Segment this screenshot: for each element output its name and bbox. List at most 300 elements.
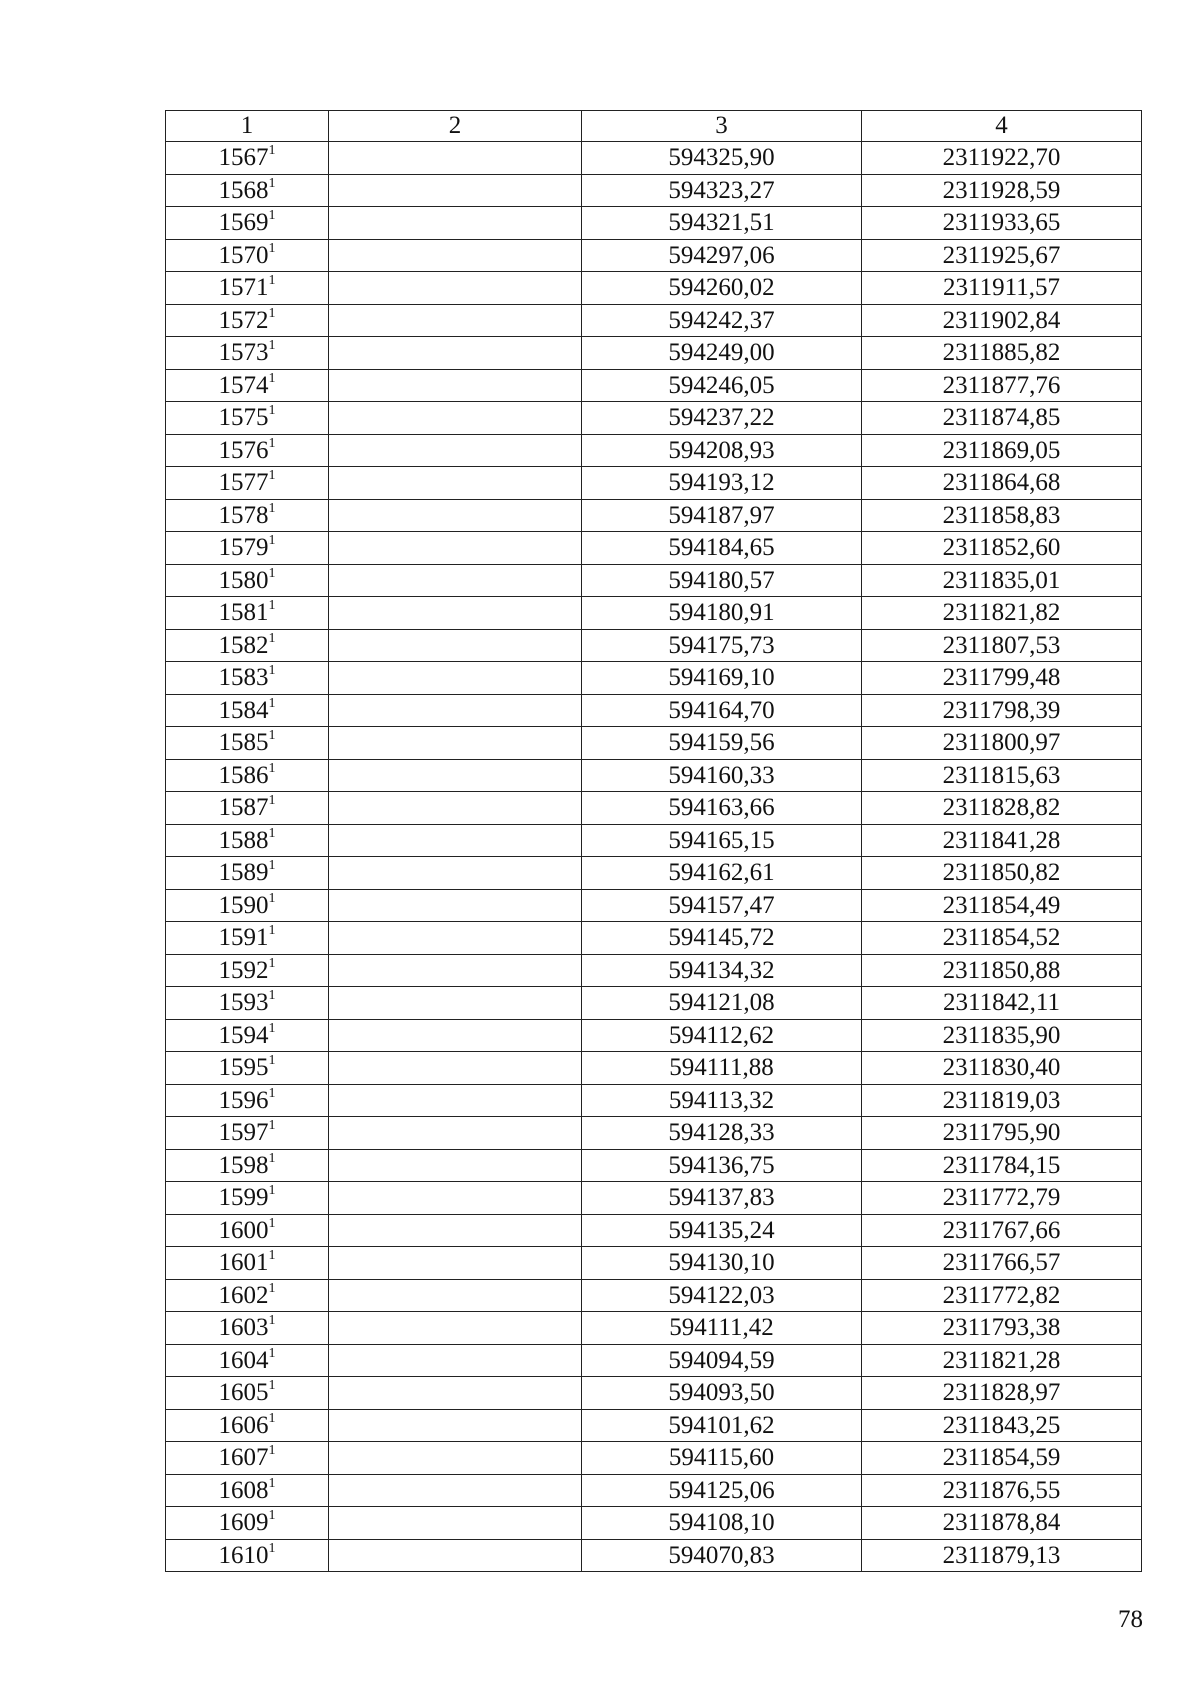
table-row — [166, 759, 1142, 792]
column-2-cell — [329, 434, 582, 467]
page-number: 78 — [1118, 1606, 1143, 1633]
point-number-cell — [166, 1052, 329, 1085]
point-superscript: 1 — [268, 1053, 276, 1068]
x-coordinate-cell: 594111,42 — [582, 1312, 862, 1345]
column-2-cell — [329, 597, 582, 630]
point-number: 1587 — [218, 794, 269, 821]
table-row — [166, 1409, 1142, 1442]
column-2-cell — [329, 889, 582, 922]
point-superscript: 1 — [268, 598, 276, 613]
column-2-cell — [329, 1117, 582, 1150]
column-2-cell — [329, 1344, 582, 1377]
point-number: 1607 — [218, 1444, 269, 1471]
point-number: 1597 — [218, 1119, 269, 1146]
point-number: 1610 — [218, 1541, 269, 1569]
table-row — [166, 272, 1142, 305]
y-coordinate-cell: 2311874,85 — [862, 402, 1142, 435]
point-number-cell — [166, 1409, 329, 1442]
point-number-cell — [166, 1182, 329, 1215]
point-number-cell — [166, 727, 329, 760]
table-row — [166, 694, 1142, 727]
x-coordinate-cell: 594180,57 — [582, 564, 862, 597]
column-2-cell — [329, 727, 582, 760]
column-2-cell — [329, 272, 582, 305]
x-coordinate-cell: 594113,32 — [582, 1084, 862, 1117]
column-2-cell — [329, 1312, 582, 1345]
point-superscript: 1 — [268, 1085, 276, 1101]
point-number: 1600 — [218, 1216, 269, 1244]
table-row — [166, 369, 1142, 402]
y-coordinate-cell: 2311852,60 — [862, 532, 1142, 565]
table-row — [166, 1312, 1142, 1345]
table-row — [166, 1344, 1142, 1377]
table-row — [166, 142, 1142, 175]
point-number-cell — [166, 272, 329, 305]
x-coordinate-cell: 594159,56 — [582, 727, 862, 760]
point-number: 1581 — [218, 599, 269, 626]
x-coordinate-cell: 594260,02 — [582, 272, 862, 305]
point-number: 1602 — [218, 1281, 269, 1309]
table-row — [166, 1117, 1142, 1150]
point-number: 1571 — [218, 274, 269, 301]
point-superscript: 1 — [268, 370, 276, 386]
table-row — [166, 434, 1142, 467]
table-header — [166, 111, 1142, 142]
point-number-cell — [166, 1117, 329, 1150]
column-2-cell — [329, 337, 582, 370]
point-number: 1589 — [218, 859, 269, 886]
point-number-cell — [166, 1539, 329, 1572]
y-coordinate-cell: 2311842,11 — [862, 987, 1142, 1020]
column-header-3: 3 — [582, 111, 862, 142]
y-coordinate-cell: 2311821,28 — [862, 1344, 1142, 1377]
y-coordinate-cell: 2311922,70 — [862, 142, 1142, 175]
table-row — [166, 889, 1142, 922]
y-coordinate-cell: 2311821,82 — [862, 597, 1142, 630]
table-row — [166, 467, 1142, 500]
table-row — [166, 1377, 1142, 1410]
column-2-cell — [329, 1377, 582, 1410]
x-coordinate-cell: 594125,06 — [582, 1474, 862, 1507]
point-superscript: 1 — [268, 273, 276, 288]
point-superscript: 1 — [268, 1378, 276, 1393]
point-number: 1585 — [218, 729, 269, 756]
point-number-cell — [166, 402, 329, 435]
point-number-cell — [166, 304, 329, 337]
table-row — [166, 174, 1142, 207]
y-coordinate-cell: 2311879,13 — [862, 1539, 1142, 1572]
point-number-cell — [166, 1214, 329, 1247]
column-2-cell — [329, 1019, 582, 1052]
table-row — [166, 1019, 1142, 1052]
x-coordinate-cell: 594169,10 — [582, 662, 862, 695]
point-number-cell — [166, 1149, 329, 1182]
point-superscript: 1 — [268, 988, 276, 1003]
table-row — [166, 1247, 1142, 1280]
x-coordinate-cell: 594094,59 — [582, 1344, 862, 1377]
y-coordinate-cell: 2311854,59 — [862, 1442, 1142, 1475]
point-number-cell — [166, 1019, 329, 1052]
y-coordinate-cell: 2311854,49 — [862, 889, 1142, 922]
y-coordinate-cell: 2311878,84 — [862, 1507, 1142, 1540]
table-row — [166, 499, 1142, 532]
point-number: 1603 — [218, 1314, 269, 1341]
table-row — [166, 987, 1142, 1020]
x-coordinate-cell: 594242,37 — [582, 304, 862, 337]
y-coordinate-cell: 2311850,82 — [862, 857, 1142, 890]
table-row — [166, 337, 1142, 370]
point-number: 1594 — [218, 1021, 269, 1049]
table-row — [166, 1149, 1142, 1182]
point-superscript: 1 — [268, 338, 276, 353]
point-superscript: 1 — [268, 695, 276, 711]
x-coordinate-cell: 594297,06 — [582, 239, 862, 272]
x-coordinate-cell: 594128,33 — [582, 1117, 862, 1150]
x-coordinate-cell: 594246,05 — [582, 369, 862, 402]
table-row — [166, 954, 1142, 987]
column-2-cell — [329, 564, 582, 597]
y-coordinate-cell: 2311876,55 — [862, 1474, 1142, 1507]
point-superscript: 1 — [268, 1475, 276, 1491]
point-superscript: 1 — [268, 1215, 276, 1231]
table-row — [166, 1214, 1142, 1247]
point-number-cell — [166, 499, 329, 532]
point-number-cell — [166, 597, 329, 630]
point-number: 1583 — [218, 664, 269, 691]
column-2-cell — [329, 207, 582, 240]
y-coordinate-cell: 2311766,57 — [862, 1247, 1142, 1280]
point-superscript: 1 — [268, 565, 276, 581]
table-row — [166, 1507, 1142, 1540]
y-coordinate-cell: 2311854,52 — [862, 922, 1142, 955]
point-number: 1595 — [218, 1054, 269, 1081]
column-2-cell — [329, 694, 582, 727]
point-number-cell — [166, 1312, 329, 1345]
point-number: 1584 — [218, 696, 269, 724]
point-superscript: 1 — [268, 1410, 276, 1426]
point-superscript: 1 — [268, 858, 276, 873]
point-number-cell — [166, 759, 329, 792]
point-number-cell — [166, 1084, 329, 1117]
x-coordinate-cell: 594108,10 — [582, 1507, 862, 1540]
point-number: 1576 — [218, 436, 269, 464]
y-coordinate-cell: 2311830,40 — [862, 1052, 1142, 1085]
point-number-cell — [166, 824, 329, 857]
point-number: 1592 — [218, 956, 269, 984]
point-number-cell — [166, 987, 329, 1020]
point-superscript: 1 — [268, 890, 276, 906]
y-coordinate-cell: 2311772,79 — [862, 1182, 1142, 1215]
column-2-cell — [329, 1149, 582, 1182]
point-number-cell — [166, 434, 329, 467]
point-superscript: 1 — [268, 825, 276, 841]
y-coordinate-cell: 2311828,97 — [862, 1377, 1142, 1410]
point-number-cell — [166, 174, 329, 207]
x-coordinate-cell: 594135,24 — [582, 1214, 862, 1247]
y-coordinate-cell: 2311864,68 — [862, 467, 1142, 500]
x-coordinate-cell: 594164,70 — [582, 694, 862, 727]
point-number: 1567 — [218, 144, 269, 171]
x-coordinate-cell: 594193,12 — [582, 467, 862, 500]
point-number: 1574 — [218, 371, 269, 399]
y-coordinate-cell: 2311858,83 — [862, 499, 1142, 532]
point-superscript: 1 — [268, 403, 276, 418]
y-coordinate-cell: 2311841,28 — [862, 824, 1142, 857]
point-number: 1569 — [218, 209, 269, 236]
x-coordinate-cell: 594162,61 — [582, 857, 862, 890]
table-row — [166, 629, 1142, 662]
point-number: 1608 — [218, 1476, 269, 1504]
point-number-cell — [166, 369, 329, 402]
x-coordinate-cell: 594165,15 — [582, 824, 862, 857]
table-row — [166, 1182, 1142, 1215]
y-coordinate-cell: 2311800,97 — [862, 727, 1142, 760]
x-coordinate-cell: 594180,91 — [582, 597, 862, 630]
x-coordinate-cell: 594321,51 — [582, 207, 862, 240]
y-coordinate-cell: 2311911,57 — [862, 272, 1142, 305]
point-superscript: 1 — [268, 728, 276, 743]
table-body — [166, 142, 1142, 1572]
point-superscript: 1 — [268, 1443, 276, 1458]
table-row — [166, 824, 1142, 857]
table-row — [166, 207, 1142, 240]
point-number: 1606 — [218, 1411, 269, 1439]
point-number-cell — [166, 564, 329, 597]
point-superscript: 1 — [268, 1280, 276, 1296]
point-superscript: 1 — [268, 630, 276, 646]
y-coordinate-cell: 2311928,59 — [862, 174, 1142, 207]
point-superscript: 1 — [268, 923, 276, 938]
point-number: 1577 — [218, 469, 269, 496]
column-2-cell — [329, 824, 582, 857]
x-coordinate-cell: 594134,32 — [582, 954, 862, 987]
y-coordinate-cell: 2311807,53 — [862, 629, 1142, 662]
y-coordinate-cell: 2311850,88 — [862, 954, 1142, 987]
y-coordinate-cell: 2311819,03 — [862, 1084, 1142, 1117]
column-2-cell — [329, 1279, 582, 1312]
point-number: 1570 — [218, 241, 269, 269]
x-coordinate-cell: 594137,83 — [582, 1182, 862, 1215]
column-2-cell — [329, 532, 582, 565]
point-superscript: 1 — [268, 663, 276, 678]
x-coordinate-cell: 594157,47 — [582, 889, 862, 922]
point-number: 1588 — [218, 826, 269, 854]
point-number: 1599 — [218, 1184, 269, 1211]
point-superscript: 1 — [268, 760, 276, 776]
point-superscript: 1 — [268, 175, 276, 191]
table-row — [166, 1052, 1142, 1085]
point-superscript: 1 — [268, 435, 276, 451]
table-row — [166, 532, 1142, 565]
x-coordinate-cell: 594323,27 — [582, 174, 862, 207]
column-2-cell — [329, 1474, 582, 1507]
coordinates-table — [165, 110, 1142, 1572]
table-row — [166, 792, 1142, 825]
y-coordinate-cell: 2311925,67 — [862, 239, 1142, 272]
point-number: 1604 — [218, 1346, 269, 1374]
column-header-4: 4 — [862, 111, 1142, 142]
x-coordinate-cell: 594249,00 — [582, 337, 862, 370]
column-2-cell — [329, 1539, 582, 1572]
y-coordinate-cell: 2311835,90 — [862, 1019, 1142, 1052]
point-superscript: 1 — [268, 1540, 276, 1556]
point-number-cell — [166, 662, 329, 695]
y-coordinate-cell: 2311885,82 — [862, 337, 1142, 370]
point-number-cell — [166, 1442, 329, 1475]
point-superscript: 1 — [268, 1508, 276, 1523]
column-2-cell — [329, 1182, 582, 1215]
point-superscript: 1 — [268, 1020, 276, 1036]
table-row — [166, 1084, 1142, 1117]
x-coordinate-cell: 594208,93 — [582, 434, 862, 467]
point-number-cell — [166, 467, 329, 500]
point-superscript: 1 — [268, 1313, 276, 1328]
y-coordinate-cell: 2311793,38 — [862, 1312, 1142, 1345]
point-superscript: 1 — [268, 793, 276, 808]
point-number-cell — [166, 694, 329, 727]
x-coordinate-cell: 594111,88 — [582, 1052, 862, 1085]
point-number: 1568 — [218, 176, 269, 204]
y-coordinate-cell: 2311798,39 — [862, 694, 1142, 727]
point-number: 1573 — [218, 339, 269, 366]
point-number-cell — [166, 792, 329, 825]
column-2-cell — [329, 759, 582, 792]
table-row — [166, 597, 1142, 630]
point-superscript: 1 — [268, 533, 276, 548]
point-number-cell — [166, 1279, 329, 1312]
x-coordinate-cell: 594184,65 — [582, 532, 862, 565]
column-header-1: 1 — [166, 111, 329, 142]
y-coordinate-cell: 2311772,82 — [862, 1279, 1142, 1312]
point-number-cell — [166, 337, 329, 370]
x-coordinate-cell: 594136,75 — [582, 1149, 862, 1182]
point-superscript: 1 — [268, 1150, 276, 1166]
point-superscript: 1 — [268, 305, 276, 321]
table-row — [166, 1442, 1142, 1475]
table-row — [166, 402, 1142, 435]
x-coordinate-cell: 594237,22 — [582, 402, 862, 435]
point-superscript: 1 — [268, 208, 276, 223]
y-coordinate-cell: 2311815,63 — [862, 759, 1142, 792]
table-row — [166, 564, 1142, 597]
point-superscript: 1 — [268, 500, 276, 516]
table-row — [166, 1474, 1142, 1507]
point-number-cell — [166, 629, 329, 662]
x-coordinate-cell: 594160,33 — [582, 759, 862, 792]
column-2-cell — [329, 954, 582, 987]
point-superscript: 1 — [268, 1118, 276, 1133]
column-2-cell — [329, 142, 582, 175]
column-2-cell — [329, 662, 582, 695]
x-coordinate-cell: 594145,72 — [582, 922, 862, 955]
column-2-cell — [329, 239, 582, 272]
header-row — [166, 111, 1142, 142]
table-row — [166, 1279, 1142, 1312]
column-2-cell — [329, 857, 582, 890]
point-number: 1582 — [218, 631, 269, 659]
column-2-cell — [329, 402, 582, 435]
point-superscript: 1 — [268, 143, 276, 158]
y-coordinate-cell: 2311877,76 — [862, 369, 1142, 402]
column-header-2: 2 — [329, 111, 582, 142]
point-number-cell — [166, 239, 329, 272]
point-number-cell — [166, 1474, 329, 1507]
table-row — [166, 727, 1142, 760]
y-coordinate-cell: 2311869,05 — [862, 434, 1142, 467]
point-number: 1609 — [218, 1509, 269, 1536]
point-superscript: 1 — [268, 468, 276, 483]
point-superscript: 1 — [268, 1183, 276, 1198]
point-number: 1591 — [218, 924, 269, 951]
column-2-cell — [329, 1409, 582, 1442]
point-number-cell — [166, 1247, 329, 1280]
column-2-cell — [329, 1507, 582, 1540]
x-coordinate-cell: 594325,90 — [582, 142, 862, 175]
point-number: 1572 — [218, 306, 269, 334]
point-number: 1596 — [218, 1086, 269, 1114]
y-coordinate-cell: 2311843,25 — [862, 1409, 1142, 1442]
x-coordinate-cell: 594115,60 — [582, 1442, 862, 1475]
point-number: 1590 — [218, 891, 269, 919]
x-coordinate-cell: 594070,83 — [582, 1539, 862, 1572]
x-coordinate-cell: 594187,97 — [582, 499, 862, 532]
table-row — [166, 857, 1142, 890]
point-number: 1605 — [218, 1379, 269, 1406]
y-coordinate-cell: 2311767,66 — [862, 1214, 1142, 1247]
column-2-cell — [329, 629, 582, 662]
point-number: 1586 — [218, 761, 269, 789]
table-row — [166, 304, 1142, 337]
point-number-cell — [166, 954, 329, 987]
point-number-cell — [166, 142, 329, 175]
point-number: 1578 — [218, 501, 269, 529]
point-number: 1601 — [218, 1249, 269, 1276]
x-coordinate-cell: 594112,62 — [582, 1019, 862, 1052]
point-number-cell — [166, 1344, 329, 1377]
point-number: 1575 — [218, 404, 269, 431]
column-2-cell — [329, 987, 582, 1020]
x-coordinate-cell: 594121,08 — [582, 987, 862, 1020]
point-superscript: 1 — [268, 955, 276, 971]
column-2-cell — [329, 1052, 582, 1085]
y-coordinate-cell: 2311828,82 — [862, 792, 1142, 825]
table-row — [166, 922, 1142, 955]
column-2-cell — [329, 304, 582, 337]
point-number: 1598 — [218, 1151, 269, 1179]
column-2-cell — [329, 1214, 582, 1247]
column-2-cell — [329, 1084, 582, 1117]
point-number: 1580 — [218, 566, 269, 594]
point-number: 1593 — [218, 989, 269, 1016]
column-2-cell — [329, 1442, 582, 1475]
y-coordinate-cell: 2311795,90 — [862, 1117, 1142, 1150]
point-superscript: 1 — [268, 240, 276, 256]
y-coordinate-cell: 2311784,15 — [862, 1149, 1142, 1182]
point-superscript: 1 — [268, 1345, 276, 1361]
x-coordinate-cell: 594175,73 — [582, 629, 862, 662]
y-coordinate-cell: 2311902,84 — [862, 304, 1142, 337]
column-2-cell — [329, 1247, 582, 1280]
point-number-cell — [166, 207, 329, 240]
point-number-cell — [166, 1507, 329, 1540]
column-2-cell — [329, 792, 582, 825]
table-row — [166, 239, 1142, 272]
x-coordinate-cell: 594163,66 — [582, 792, 862, 825]
x-coordinate-cell: 594093,50 — [582, 1377, 862, 1410]
column-2-cell — [329, 499, 582, 532]
column-2-cell — [329, 174, 582, 207]
point-number-cell — [166, 532, 329, 565]
